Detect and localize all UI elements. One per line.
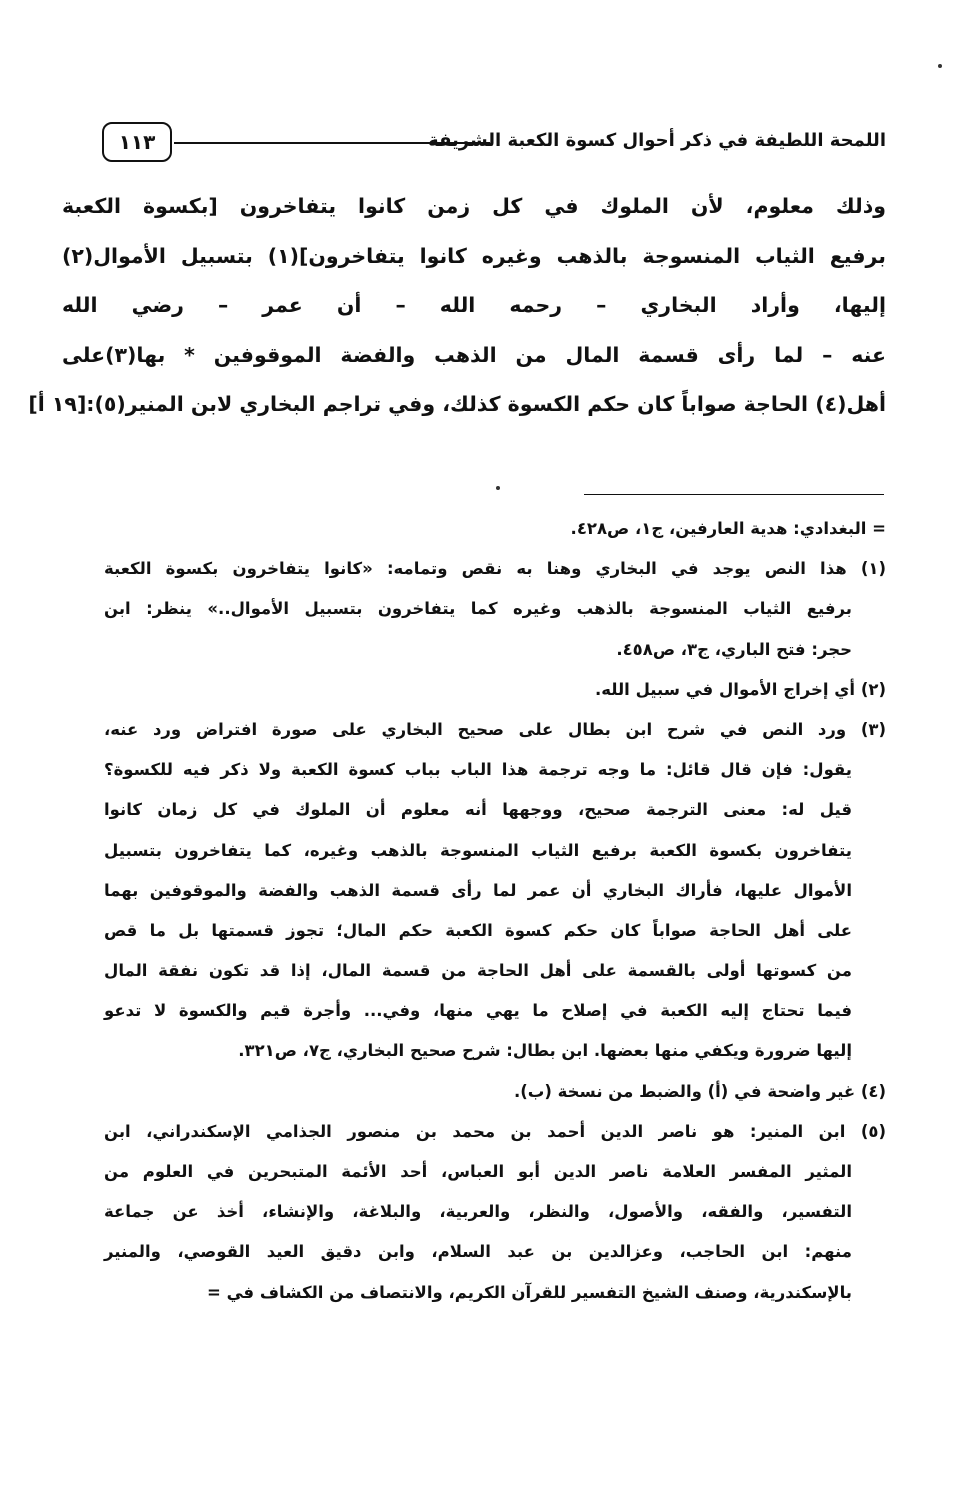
footnote-line: (١) هذا النص يوجد في البخاري وهنا به نقص وتمامه: «كانوا يتفاخرون بكسوة الكعبة <box>104 559 886 579</box>
footnote-line: (٤) غير واضحة في (أ) والضبط من نسخة (ب). <box>513 1081 886 1101</box>
main-line: عنه – لما رأى قسمة المال من الذهب والفضة الموقوفين * بها(٣)على <box>62 342 886 367</box>
footnote-line: (٢) أي إخراج الأموال في سبيل الله. <box>594 679 886 699</box>
footnote-line: (٥) ابن المنير: هو ناصر الدين أحمد بن محمد بن منصور الجذامي الإسكندراني، ابن <box>104 1121 886 1141</box>
footnote-line: التفسير، والفقه، والأصول، والنظر، والعربية، والبلاغة، والإنشاء، أخذ عن جماعة <box>104 1202 852 1222</box>
footnote-line: بالإسكندرية، وصنف الشيخ التفسير للقرآن الكريم، والانتصاف من الكشاف في = <box>207 1282 852 1302</box>
running-header <box>102 122 886 166</box>
footnote-line: من كسوتها أولى بالقسمة على أهل الحاجة من قسمة المال، إذا قد تكون نفقة المال <box>104 961 852 981</box>
footnote-line: = البغدادي: هدية العارفين، ج١، ص٤٢٨. <box>570 519 886 538</box>
scan-speck <box>938 64 942 68</box>
footnote-line: (٣) ورد النص في شرح ابن بطال على صحيح البخاري على صورة افتراض ورد عنه، <box>104 719 886 739</box>
footnote-line: المثير المفسر العلامة ناصر الدين أبو العباس، أحد الأئمة المتبحرين في العلوم من <box>104 1162 852 1181</box>
footnote-line: يقول: فإن قال قائل: ما وجه ترجمة هذا الباب بباب كسوة الكعبة ولا ذكر فيه للكسوة؟ <box>104 760 852 780</box>
footnote-line: الأموال عليها، فأراك البخاري أن عمر لما رأى قسمة الذهب والفضة والموقوفين بهما <box>104 880 852 900</box>
scan-speck <box>496 486 500 490</box>
main-line: إليها، وأراد البخاري – رحمه الله – أن عمر – رضي الله <box>62 293 886 317</box>
header-title: اللمحة اللطيفة في ذكر أحوال كسوة الكعبة الشريفة <box>428 130 886 151</box>
main-line: أهل(٤) الحاجة صواباً كان حكم الكسوة كذلك، وفي تراجم البخاري لابن المنير(٥):[١٩ أ] <box>28 392 886 416</box>
footnote-line: فيما تحتاج إليه الكعبة في إصلاح ما يهي منها، وفي... وأجرة قيم والكسوة لا تدعو <box>104 1001 852 1021</box>
footnote-line: برفيع الثياب المنسوجة بالذهب وغيره كما يتفاخرون بتسبيل الأموال..» ينظر: ابن <box>104 599 852 619</box>
main-line: برفيع الثياب المنسوجة بالذهب وغيره كانوا يتفاخرون](١) بتسبيل الأموال(٢) <box>62 243 886 268</box>
footnote-line: على أهل الحاجة صواباً كان حكم كسوة الكعبة حكم المال؛ تجوز قسمتها بل ما قص <box>104 920 852 940</box>
header-rule <box>174 142 490 144</box>
footnote-line: حجر: فتح الباري، ج٣، ص٤٥٨. <box>616 639 852 659</box>
footnote-separator <box>584 494 884 495</box>
main-line: وذلك معلوم، لأن الملوك في كل زمن كانوا يتفاخرون [بكسوة الكعبة <box>62 194 886 218</box>
footnote-line: قيل له: معنى الترجمة صحيح، ووجهها أنه معلوم أن الملوك في كل زمان كانوا <box>104 800 852 820</box>
page-number: ١١٣ <box>118 130 156 154</box>
footnote-line: يتفاخرون بكسوة الكعبة برفيع الثياب المنسوجة بالذهب وغيره، كما يتفاخرون بتسبيل <box>104 840 852 860</box>
footnotes <box>104 509 886 1313</box>
page-number-box <box>102 122 172 162</box>
main-text <box>28 182 886 430</box>
footnote-line: إليها ضرورة ويكفي منها بعضها. ابن بطال: شرح صحيح البخاري، ج٧، ص٣٢١. <box>238 1041 852 1061</box>
footnote-line: منهم: ابن الحاجب، وعزالدين بن عبد السلام، وابن دقيق العيد القوصي، والمنير <box>104 1242 852 1262</box>
